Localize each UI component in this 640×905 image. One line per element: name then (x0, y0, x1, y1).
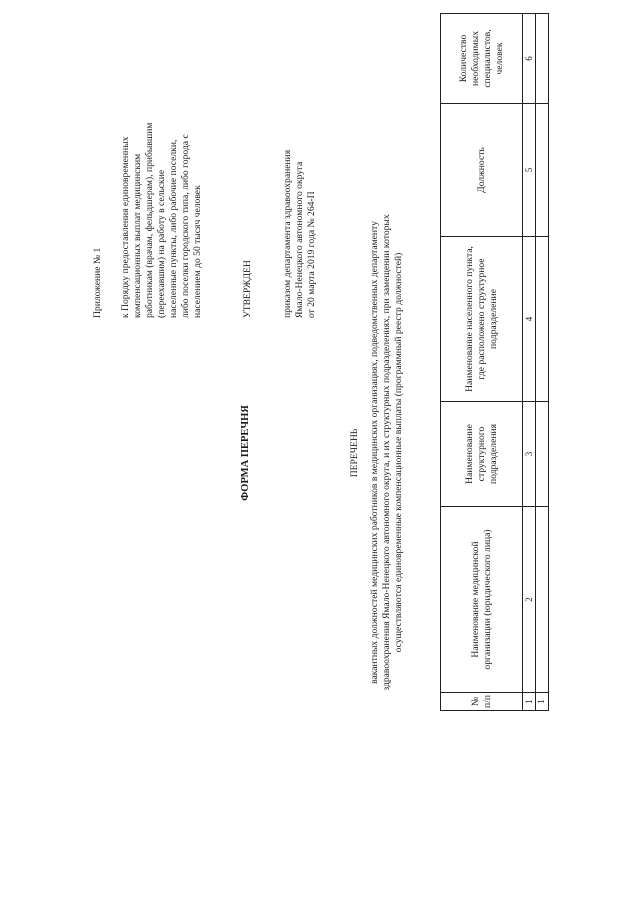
table-cell: 3 (523, 402, 536, 507)
header-text: Количество (457, 34, 469, 83)
col-header-settlement (441, 237, 523, 402)
appendix-line: населенные пункты, либо рабочие поселки, (168, 139, 179, 318)
table-cell (536, 237, 549, 402)
table-cell: 5 (523, 104, 536, 237)
appendix-line: работникам (врачам, фельдшерам), прибывшим (144, 122, 155, 318)
approved-line: приказом департамента здравоохранения (282, 149, 293, 318)
header-text: Наименование (463, 424, 475, 484)
appendix-line: либо поселки городского типа, либо города с (180, 134, 191, 318)
col-header-subdivision (441, 402, 523, 507)
header-text: № (469, 696, 481, 707)
table-row (536, 14, 549, 711)
table-cell: 1 (536, 693, 549, 711)
appendix-line: (переехавшим) на работу в сельские (156, 169, 167, 318)
approved-label: УТВЕРЖДЕН (242, 260, 253, 318)
appendix-line: населением до 50 тысяч человек (192, 185, 203, 318)
col-header-organization (441, 507, 523, 693)
table-cell: 1 (523, 693, 536, 711)
header-text: структурного (475, 426, 487, 482)
col-header-number (441, 693, 523, 711)
header-text: где расположено структурное (475, 258, 487, 380)
table-cell (536, 507, 549, 693)
subtitle-line: осуществляются единовременные компенсационные выплаты (программный реестр должностей) (393, 252, 404, 653)
header-text: подразделения (487, 423, 499, 485)
table-cell (536, 402, 549, 507)
list-title: ПЕРЕЧЕНЬ (349, 428, 360, 478)
header-text: необходимых (469, 31, 481, 86)
col-header-position (441, 104, 523, 237)
col-header-count (441, 14, 523, 104)
header-text: подразделение (487, 289, 499, 349)
header-text: п/п (481, 695, 493, 708)
header-text: Наименование медицинской (469, 541, 481, 658)
table-cell: 6 (523, 14, 536, 104)
header-text: человек (493, 42, 505, 75)
table-cell (536, 14, 549, 104)
header-text: организации (юридического лица) (481, 529, 493, 670)
header-text: Должность (475, 147, 487, 193)
table-cell (536, 104, 549, 237)
table-cell: 2 (523, 507, 536, 693)
header-text: специалистов, (481, 29, 493, 88)
approved-line: Ямало-Ненецкого автономного округа (294, 161, 305, 318)
vacancy-table (440, 13, 549, 711)
table-cell: 4 (523, 237, 536, 402)
appendix-line: к Порядку предоставления единовременных (120, 136, 131, 318)
table-header-row (441, 14, 523, 711)
subtitle-line: вакантных должностей медицинских работников в медицинских организациях, подведомственных департаменту (369, 221, 380, 684)
appendix-line: компенсационных выплат медицинским (132, 153, 143, 318)
header-text: Наименование населенного пункта, (463, 246, 475, 392)
subtitle-line: здравоохранения Ямало-Ненецкого автономного округа, и их структурных подразделениях, при замещении которых (381, 214, 392, 691)
form-title: ФОРМА ПЕРЕЧНЯ (240, 405, 251, 501)
table-column-numbers-row (523, 14, 536, 711)
appendix-title: Приложение № 1 (92, 247, 103, 318)
approved-line: от 20 марта 2019 года № 264-П (306, 191, 317, 318)
